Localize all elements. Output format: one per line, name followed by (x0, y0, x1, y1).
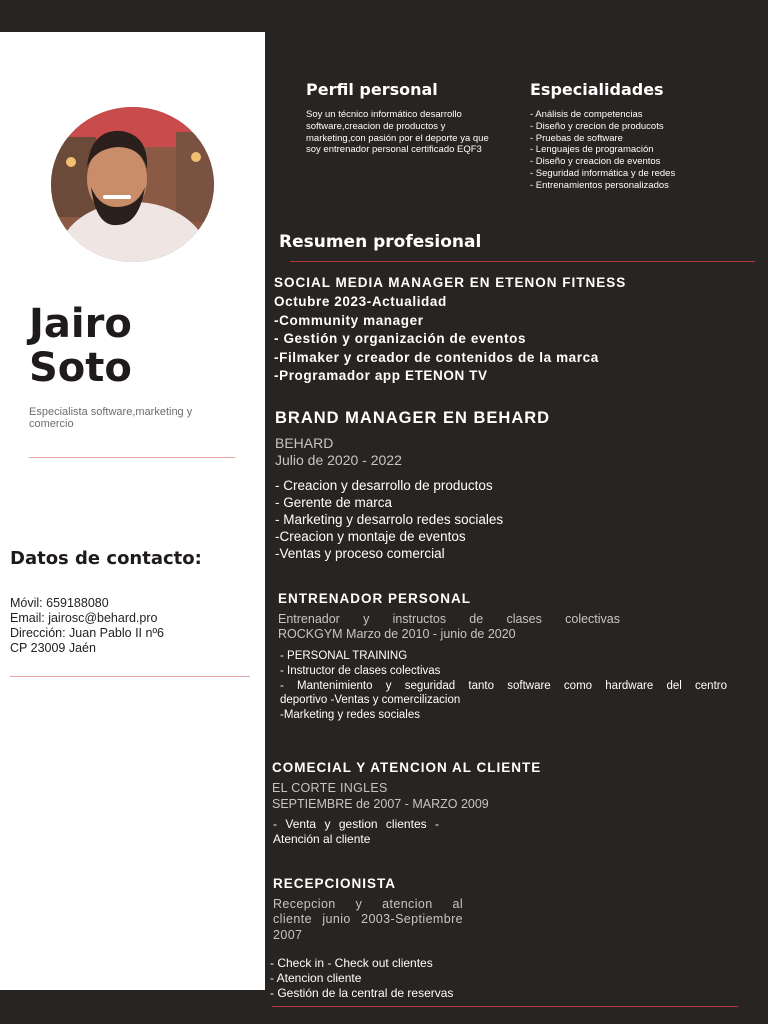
list-item: - Venta y gestion clientes - (273, 817, 439, 831)
list-item: - Gerente de marca (275, 495, 393, 510)
summary-heading: Resumen profesional (279, 232, 482, 252)
contact-email: Email: jairosc@behard.pro (10, 611, 158, 625)
list-item: - Atencion cliente (270, 971, 362, 985)
specialties-heading: Especialidades (530, 80, 664, 99)
job-dates: Julio de 2020 - 2022 (275, 452, 402, 468)
list-item: -Programador app ETENON TV (274, 368, 488, 383)
list-item: - Lenguajes de programación (530, 144, 654, 156)
last-name: Soto (29, 345, 132, 391)
list-item: -Marketing y redes sociales (280, 709, 420, 722)
contact-postcode: CP 23009 Jaén (10, 641, 96, 655)
job-recep-items (270, 956, 453, 1001)
job-dates: cliente junio 2003-Septiembre (273, 912, 463, 926)
profile-photo (51, 107, 214, 262)
job-company-dates: ROCKGYM Marzo de 2010 - junio de 2020 (278, 627, 516, 641)
bottom-rule (272, 1006, 738, 1007)
job-title-trainer: ENTRENADOR PERSONAL (278, 591, 472, 606)
list-item: - PERSONAL TRAINING (280, 650, 408, 662)
list-item: Atención al cliente (273, 832, 371, 846)
list-item: - Diseño y creacion de eventos (530, 156, 661, 168)
list-item: - Seguridad informática y de redes (530, 167, 676, 179)
contact-phone: Móvil: 659188080 (10, 596, 109, 610)
job-dates: Octubre 2023-Actualidad (274, 294, 447, 309)
job-company: EL CORTE INGLES (272, 781, 388, 795)
list-item: -Creacion y montaje de eventos (275, 529, 466, 544)
list-item: - Mantenimiento y seguridad tanto software como hardware del centro (280, 679, 727, 692)
list-item: - Gestión y organización de eventos (274, 331, 527, 346)
list-item: deportivo -Ventas y comercilizacion (280, 694, 461, 707)
list-item: - Marketing y desarrolo redes sociales (275, 512, 504, 527)
profile-heading: Perfil personal (306, 80, 438, 99)
contact-heading: Datos de contacto: (10, 548, 202, 569)
list-item: -Filmaker y creador de contenidos de la marca (274, 349, 599, 365)
list-item: - Creacion y desarrollo de productos (275, 478, 493, 493)
specialties-list (530, 109, 675, 192)
job-role: Recepcion y atencion al (273, 897, 463, 911)
job-title-corte: COMECIAL Y ATENCION AL CLIENTE (272, 760, 542, 775)
list-item: - Análisis de competencias (530, 109, 643, 120)
list-item: - Entrenamientos personalizados (530, 179, 669, 191)
job-etenon-details (274, 293, 599, 386)
summary-rule (290, 261, 755, 262)
person-name (29, 302, 132, 390)
job-role: Entrenador y instructos de clases colectivas (278, 612, 620, 626)
list-item: -Community manager (274, 312, 424, 328)
job-title-behard: BRAND MANAGER EN BEHARD (275, 409, 551, 427)
job-title-recep: RECEPCIONISTA (273, 876, 397, 891)
job-dates-year: 2007 (273, 928, 303, 942)
person-subtitle: Especialista software,marketing y comercio (29, 406, 193, 430)
list-item: - Instructor de clases colectivas (280, 664, 441, 677)
job-behard-items (275, 477, 503, 562)
contact-address: Dirección: Juan Pablo II nº6 (10, 626, 164, 640)
list-item: -Ventas y proceso comercial (275, 546, 445, 561)
job-trainer-items (280, 649, 727, 723)
list-item: - Check in - Check out clientes (270, 956, 433, 970)
list-item: - Gestión de la central de reservas (270, 986, 454, 1000)
list-item: - Pruebas de software (530, 132, 623, 144)
profile-text: Soy un técnico informático desarrollo software,creacion de productos y marketing,con pasión por el deporte ya que soy entrenador personal certificado EQF3 (306, 109, 489, 156)
job-dates: SEPTIEMBRE de 2007 - MARZO 2009 (272, 797, 489, 811)
first-name: Jairo (29, 301, 132, 347)
job-company: BEHARD (275, 435, 334, 451)
job-title-etenon: SOCIAL MEDIA MANAGER EN ETENON FITNESS (274, 275, 627, 290)
divider (29, 457, 235, 458)
divider (10, 676, 250, 677)
list-item: - Diseño y crecion de producots (530, 120, 664, 132)
